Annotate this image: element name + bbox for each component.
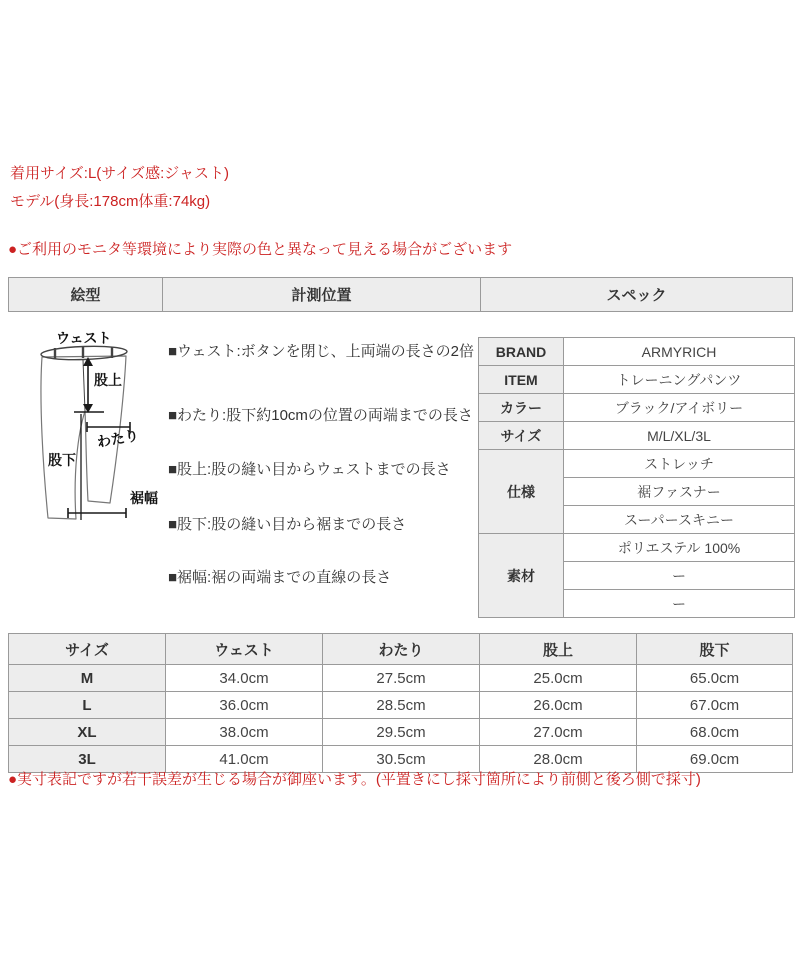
table-row (9, 719, 793, 746)
size-col-header-inseam: 股下 (637, 634, 793, 665)
size-xl-thigh: 29.5cm (323, 719, 480, 746)
measurement-def-hem: ■裾幅:裾の両端までの直線の長さ (168, 569, 392, 586)
table-row (9, 692, 793, 719)
size-3l-waist: 41.0cm (166, 746, 323, 773)
spec-material-value-2: ー (564, 562, 795, 590)
spec-size-label: サイズ (479, 422, 564, 450)
size-row-label-l: L (9, 692, 166, 719)
spec-color-value: ブラック/アイボリー (564, 394, 795, 422)
measurement-def-waist: ■ウェスト:ボタンを閉じ、上両端の長さの2倍 (168, 343, 474, 360)
column-header-spec: スペック (481, 278, 793, 312)
spec-item-label: ITEM (479, 366, 564, 394)
size-l-thigh: 28.5cm (323, 692, 480, 719)
size-3l-inseam: 69.0cm (637, 746, 793, 773)
worn-size-note: 着用サイズ:L(サイズ感:ジャスト) (10, 165, 229, 182)
size-table (8, 633, 793, 773)
size-col-header-rise: 股上 (480, 634, 637, 665)
spec-brand-label: BRAND (479, 338, 564, 366)
diagram-label-waist: ウェスト (56, 331, 112, 346)
size-3l-rise: 28.0cm (480, 746, 637, 773)
spec-table (478, 337, 795, 618)
spec-material-value-1: ポリエステル 100% (564, 534, 795, 562)
size-3l-thigh: 30.5cm (323, 746, 480, 773)
table-row (479, 534, 795, 562)
spec-brand-value: ARMYRICH (564, 338, 795, 366)
section-header-table (8, 277, 793, 312)
size-m-rise: 25.0cm (480, 665, 637, 692)
spec-feature-label: 仕様 (479, 450, 564, 534)
size-xl-waist: 38.0cm (166, 719, 323, 746)
diagram-label-rise: 股上 (94, 372, 122, 388)
table-row (479, 394, 795, 422)
spec-material-label: 素材 (479, 534, 564, 618)
measurement-def-inseam: ■股下:股の縫い目から裾までの長さ (168, 516, 407, 533)
measurement-disclaimer-note: ●実寸表記ですが若干誤差が生じる場合が御座います。(平置きにし採寸箇所により前側と後ろ側で採寸) (8, 771, 701, 788)
size-m-inseam: 65.0cm (637, 665, 793, 692)
table-row (9, 746, 793, 773)
spec-item-value: トレーニングパンツ (564, 366, 795, 394)
spec-material-value-3: ー (564, 590, 795, 618)
hem-measure-line (68, 508, 126, 518)
size-xl-inseam: 68.0cm (637, 719, 793, 746)
table-row (9, 634, 793, 665)
table-row (479, 338, 795, 366)
diagram-label-inseam: 股下 (48, 452, 76, 468)
size-col-header-thigh: わたり (323, 634, 480, 665)
size-col-header-size: サイズ (9, 634, 166, 665)
table-row (9, 665, 793, 692)
size-row-label-3l: 3L (9, 746, 166, 773)
spec-size-value: M/L/XL/3L (564, 422, 795, 450)
diagram-label-hem-width: 裾幅 (130, 490, 158, 506)
size-col-header-waist: ウェスト (166, 634, 323, 665)
size-m-thigh: 27.5cm (323, 665, 480, 692)
size-xl-rise: 27.0cm (480, 719, 637, 746)
table-row (479, 422, 795, 450)
spec-color-label: カラー (479, 394, 564, 422)
diagram-label-thigh: わたり (95, 426, 140, 450)
size-l-rise: 26.0cm (480, 692, 637, 719)
measurement-def-rise: ■股上:股の縫い目からウェストまでの長さ (168, 461, 451, 478)
size-m-waist: 34.0cm (166, 665, 323, 692)
pants-diagram (26, 331, 170, 531)
table-row (479, 450, 795, 478)
table-row (479, 366, 795, 394)
size-row-label-xl: XL (9, 719, 166, 746)
model-info-note: モデル(身長:178cm体重:74kg) (10, 193, 211, 210)
column-header-measure-position: 計測位置 (163, 278, 481, 312)
column-header-pattern: 絵型 (9, 278, 163, 312)
spec-feature-value-1: ストレッチ (564, 450, 795, 478)
spec-feature-value-2: 裾ファスナー (564, 478, 795, 506)
spec-feature-value-3: スーパースキニー (564, 506, 795, 534)
size-l-waist: 36.0cm (166, 692, 323, 719)
monitor-color-note: ●ご利用のモニタ等環境により実際の色と異なって見える場合がございます (8, 241, 513, 258)
measurement-def-thigh: ■わたり:股下約10cmの位置の両端までの長さ (168, 407, 473, 424)
size-l-inseam: 67.0cm (637, 692, 793, 719)
size-row-label-m: M (9, 665, 166, 692)
